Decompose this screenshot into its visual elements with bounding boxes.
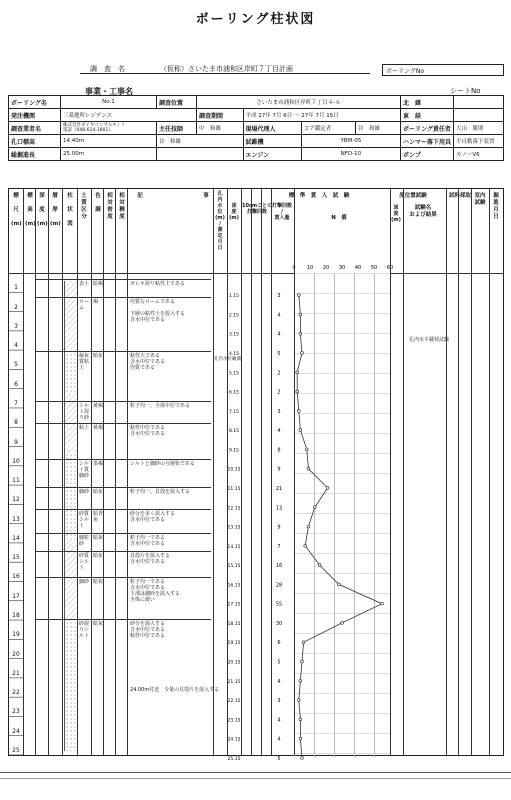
survey-name-value: （仮称）さいたま市浦和区岸町７丁目計画 (160, 65, 293, 73)
spt-n-value: 4 (277, 331, 281, 338)
column-divider (62, 189, 63, 755)
col-spt-blows: 10cmごとの 打撃回数 (242, 203, 273, 215)
n-value-point (337, 583, 340, 586)
core-label: コア鑑定者 (301, 122, 355, 135)
boring-log-table (8, 188, 504, 762)
spt-depth-value: 2.15 (228, 313, 240, 319)
col-spt-total: 打撃回数 / 貫入量 (271, 203, 292, 221)
spt-n-value: 9 (277, 524, 281, 531)
n-value-point (299, 679, 302, 682)
layer-color: 暗灰 (93, 579, 104, 585)
column-divider (48, 189, 49, 755)
spt-depth-value: 22.15 (227, 699, 241, 705)
water-note: 孔内水位観測 (214, 357, 241, 362)
latitude-label: 北 緯 (400, 96, 453, 109)
spt-depth-value: 10.15 (227, 467, 241, 473)
survey-location-label: 調査位置 (157, 96, 197, 109)
spt-depth-value: 4.15 (228, 352, 240, 358)
layer-description: 粘性大である 含水中位である 均質である (130, 353, 166, 371)
spt-depth-value: 20.15 (227, 660, 241, 666)
machine-label: 試錐機 (243, 135, 301, 148)
column-divider (127, 189, 128, 755)
layer-description: ガレキ混り粘性土である (130, 281, 186, 287)
n-value-point (326, 487, 329, 490)
col-color: 色 調 (95, 193, 101, 213)
layer-boundary (35, 619, 211, 620)
n-value-point (297, 409, 300, 412)
layer-description: 粒子均一である 含水中位である (130, 535, 166, 547)
n-axis-tick-label: 0 (292, 265, 296, 271)
layer-color: 黄褐 (93, 403, 104, 409)
column-divider (23, 189, 24, 755)
n-value-point (305, 448, 308, 451)
pump-value: カノーV6 (454, 148, 504, 161)
column-divider (446, 189, 447, 755)
layer-boundary (35, 509, 211, 510)
layer-color: 暗灰 (93, 621, 104, 627)
layer-boundary (35, 459, 211, 460)
spt-n-value: 4 (277, 312, 281, 319)
n-value-point (299, 313, 302, 316)
footer-rule (0, 772, 511, 773)
spt-depth-value: 1.15 (228, 294, 240, 300)
layer-soil-name: 粘土 (79, 425, 90, 431)
depth-label: 12 (12, 496, 20, 504)
column-divider (251, 189, 252, 755)
spt-n-value: 9 (277, 466, 281, 473)
layer-color: 茶褐 (93, 461, 104, 467)
engine-value: NFD-10 (301, 148, 400, 161)
header-blank-cell (157, 148, 244, 161)
n-value-point (318, 564, 321, 567)
spt-n-value: 4 (277, 678, 281, 685)
n-value-point (381, 602, 384, 605)
header-table (8, 95, 504, 161)
spt-depth-value: 9.15 (228, 448, 240, 454)
col-relative-density: 相 対 密 度 (107, 193, 113, 220)
longitude-label: 東 経 (400, 109, 453, 122)
column-divider (403, 189, 404, 755)
spt-n-value: 5 (277, 351, 281, 358)
spt-depth-value: 6.15 (228, 390, 240, 396)
depth-label: 23 (12, 708, 20, 716)
layer-color: 暗灰 (93, 553, 104, 559)
n-axis-tick-label: 30 (338, 265, 346, 271)
layer-soil-name: 細砂 (79, 489, 90, 495)
depth-label: 8 (14, 419, 18, 427)
elevation-value: 14.40m (61, 135, 157, 148)
column-divider (77, 189, 78, 755)
column-divider (91, 189, 92, 755)
col-thickness: 層 厚 (m) (50, 193, 61, 227)
spt-depth-value: 5.15 (228, 371, 240, 377)
spt-n-value: 3 (277, 408, 281, 415)
layer-soil-name: 砂質シルト (79, 511, 90, 529)
spt-n-value: 5 (277, 659, 281, 666)
column-divider (35, 189, 36, 755)
project-label: 事業・工事名 (85, 87, 133, 96)
layer-boundary (35, 577, 211, 578)
spt-n-value: 5 (277, 755, 281, 762)
layer-description: 砂分を多く混入する 含水中位である (130, 511, 176, 523)
spt-n-value: 6 (277, 640, 281, 647)
layer-description: 貝殻片を混入する 含水中位である (130, 553, 171, 565)
depth-label: 2 (14, 303, 18, 311)
column-divider (241, 189, 242, 755)
col-soil: 土 質 区 分 (81, 193, 87, 220)
contractor-label: 調査業者名 (9, 122, 61, 135)
column-divider (103, 189, 104, 755)
layer-boundary (35, 401, 211, 402)
n-axis-tick-label: 20 (322, 265, 330, 271)
n-value-point (302, 641, 305, 644)
depth-label: 15 (12, 554, 20, 562)
column-divider (390, 189, 391, 755)
n-value-point (304, 544, 307, 547)
client-label: 発注機関 (9, 109, 61, 122)
spt-depth-value: 14.15 (227, 544, 241, 550)
engine-label: エンジン (243, 148, 301, 161)
col-water-level: 孔 内 水 位 (m) / 測 定 月 日 (215, 191, 225, 251)
col-elevation: 標 高 (m) (25, 193, 36, 227)
layer-boundary (35, 423, 211, 424)
layer-color: 暗青灰 (93, 511, 104, 523)
core-value: 谷 和雄 (355, 122, 400, 135)
spt-depth-value: 12.15 (227, 506, 241, 512)
layer-color: 暗褐 (93, 281, 104, 287)
column-divider (271, 189, 272, 755)
depth-label: 25 (12, 747, 20, 754)
depth-label: 1 (14, 284, 18, 292)
layer-boundary (35, 351, 211, 352)
depth-label: 5 (14, 361, 18, 369)
depth-label: 6 (14, 380, 18, 388)
latitude-value (454, 96, 504, 109)
layer-boundary (35, 297, 211, 298)
col-sample: 試料採取 (449, 193, 472, 199)
layer-boundary (35, 551, 211, 552)
spt-n-value: 16 (275, 563, 283, 570)
n-value-point (307, 467, 310, 470)
column-divider (489, 189, 490, 755)
spt-n-value: 3 (277, 293, 281, 300)
depth-label: 4 (14, 342, 18, 350)
n-value-point (299, 718, 302, 721)
contractor-value (61, 122, 157, 135)
col-log: 柱 状 図 (67, 193, 73, 227)
col-insitu-name: 試験名 および結果 (409, 205, 437, 218)
site-note: 三菱地所レジデンス (61, 109, 197, 122)
col-insitu-depth: 深 度 (m) (391, 205, 401, 223)
n-value-point (307, 525, 310, 528)
contractor-name: 株式会社ダイヤコンサルタント (63, 123, 126, 128)
boring-leader-value: 大山 勝則 (454, 122, 504, 135)
survey-name-underline (80, 73, 370, 74)
layer-color: 褐 (93, 299, 99, 305)
spt-depth-value: 25.15 (227, 756, 241, 762)
col-description: 記 事 (137, 193, 209, 199)
layer-color: 暗灰 (93, 535, 104, 541)
layer-soil-name: シルト混り砂 (79, 403, 90, 421)
survey-name-label: 調 査 名 (90, 65, 125, 73)
n-value-point (341, 622, 344, 625)
survey-location-value: さいたま市浦和区岸町７丁目４-６ (197, 96, 401, 109)
column-divider (294, 189, 295, 755)
spt-n-value: 4 (277, 428, 281, 435)
layer-soil-name: 砂質シルト (79, 553, 90, 571)
boring-no-box (382, 64, 504, 76)
spt-n-value: 28 (275, 582, 283, 589)
spt-depth-value: 19.15 (227, 641, 241, 647)
column-divider (458, 189, 459, 755)
column-divider (115, 189, 116, 755)
insitu-note: 孔内水平載荷試験 (409, 337, 450, 343)
layer-boundary (35, 279, 211, 280)
col-consistency: 相 対 稠 度 (119, 193, 125, 220)
layer-soil-name: シルト質細砂 (79, 461, 90, 479)
site-agent-value: 谷 和雄 (157, 135, 244, 148)
spt-n-value: 4 (277, 736, 281, 743)
col-insitu: 原位置試験 (399, 193, 427, 199)
layer-color: 暗灰 (93, 353, 104, 359)
period-value: 平成 27年 7月 6日 ～ 27年 7月 15日 (243, 109, 400, 122)
depth-label: 16 (12, 573, 20, 581)
longitude-value (454, 109, 504, 122)
depth-label: 19 (12, 631, 20, 639)
col-excavation: 掘進月日 (493, 193, 499, 220)
layer-soil-name: 表土 (79, 281, 90, 287)
contractor-tel: 電話（048-614-1801） (63, 128, 113, 133)
n-value-point (299, 737, 302, 740)
layer-boundary (35, 487, 211, 488)
col-lab: 室内試験 (474, 193, 486, 206)
footer-rule-secondary (0, 778, 511, 779)
layer-description: 砂分を混入する 含水中位である 粘性中位である 24.00m付近 少量の貝殻片を混入する (130, 621, 220, 693)
depth-label: 3 (14, 322, 18, 330)
spt-n-value: 8 (277, 447, 281, 454)
column-divider (471, 189, 472, 755)
layer-soil-name: 凝灰質粘土 (79, 353, 90, 371)
spt-n-value: 13 (275, 505, 283, 512)
layer-soil-name: 砂混りシルト (79, 621, 90, 639)
spt-depth-value: 3.15 (228, 332, 240, 338)
column-divider (261, 189, 262, 755)
depth-label: 20 (12, 650, 20, 658)
layer-color: 暗灰 (93, 489, 104, 495)
column-divider (227, 189, 228, 755)
layer-description: 粒子均一である 含水中位である 下部は細砂を混入する 全体に緩い (130, 579, 181, 603)
boring-name-label: ボーリング名 (9, 96, 61, 109)
depth-label: 7 (14, 399, 18, 407)
spt-depth-value: 11.15 (227, 486, 241, 492)
n-value-point (299, 429, 302, 432)
n-axis-tick-label: 60 (386, 265, 394, 271)
col-scale: 標 尺 (m) (11, 193, 22, 227)
spt-n-value: 7 (277, 543, 281, 550)
depth-label: 21 (12, 669, 20, 677)
n-axis-tick-label: 50 (370, 265, 378, 271)
depth-label: 18 (12, 612, 20, 620)
spt-n-value: 3 (277, 698, 281, 705)
depth-label: 24 (12, 727, 20, 735)
layer-soil-name: 細粒砂 (79, 535, 90, 547)
total-depth-label: 総掘進長 (9, 148, 61, 161)
n-value-point (301, 660, 304, 663)
layer-description: 粒子均一。全体中位である (130, 403, 191, 409)
site-agent-label: 現場代理人 (243, 122, 301, 135)
page-title: ボーリング柱状図 (195, 12, 316, 27)
layer-description: 均質なロームである 下層の粘性土を混入する 含水中位である (130, 299, 186, 323)
boring-name-value: No.1 (61, 96, 157, 109)
col-n-value: N 値 (331, 215, 347, 221)
depth-label: 10 (12, 457, 20, 465)
layer-soil-name: ローム (79, 299, 90, 311)
spt-n-value: 4 (277, 717, 281, 724)
machine-value: YBM-05 (301, 135, 400, 148)
depth-label: 13 (12, 515, 20, 523)
layer-description: シルトと細砂の互層状である (130, 461, 195, 467)
depth-label: 14 (12, 534, 20, 542)
depth-label: 9 (14, 438, 18, 446)
depth-label: 11 (12, 477, 20, 485)
period-label: 調査期間 (197, 109, 244, 122)
engineer-label: 主任技師 (157, 122, 197, 135)
spt-depth-value: 17.15 (227, 602, 241, 608)
n-value-point (313, 506, 316, 509)
spt-n-value: 2 (277, 389, 281, 396)
col-spt-depth: 深 度 (m) (229, 203, 239, 221)
pump-label: ポンプ (400, 148, 453, 161)
spt-depth-value: 15.15 (227, 564, 241, 570)
spt-n-value: 55 (275, 601, 283, 608)
n-value-point (301, 352, 304, 355)
spt-depth-value: 8.15 (228, 429, 240, 435)
n-axis-tick-label: 40 (354, 265, 362, 271)
layer-description: 粘性中位である 含水中位である (130, 425, 166, 437)
total-depth-value: 25.00m (61, 148, 157, 161)
spt-depth-value: 16.15 (227, 583, 241, 589)
layer-description: 粒子均一。貝殻を混入する (130, 489, 191, 495)
layer-color: 黄褐 (93, 425, 104, 431)
spt-depth-value: 18.15 (227, 621, 241, 627)
spt-depth-value: 21.15 (227, 679, 241, 685)
n-axis-tick-label: 10 (306, 265, 314, 271)
n-value-point (301, 756, 304, 759)
spt-depth-value: 24.15 (227, 737, 241, 743)
boring-no-box-label: ボーリングNo (386, 68, 425, 75)
spt-n-value: 21 (275, 485, 283, 492)
spt-n-value: 30 (275, 620, 283, 627)
engineer-value: 中 和雄 (197, 122, 244, 135)
depth-label: 22 (12, 689, 20, 697)
layer-boundary (35, 533, 211, 534)
spt-depth-value: 23.15 (227, 718, 241, 724)
spt-depth-value: 7.15 (228, 409, 240, 415)
n-value-point (296, 371, 299, 374)
sheet-label: シートNo (450, 87, 481, 95)
n-value-point (299, 332, 302, 335)
hammer-value: 半自動落下装置 (454, 135, 504, 148)
layer-soil-name: 細砂 (79, 579, 90, 585)
col-spt-title: 標 準 貫 入 試 験 (288, 193, 350, 199)
hammer-label: ハンマー落下用具 (400, 135, 453, 148)
elevation-label: 孔口標高 (9, 135, 61, 148)
n-value-point (296, 390, 299, 393)
n-value-point (297, 294, 300, 297)
spt-depth-value: 13.15 (227, 525, 241, 531)
n-value-point (297, 699, 300, 702)
spt-n-value: 2 (277, 370, 281, 377)
depth-label: 17 (12, 592, 20, 600)
boring-leader-label: ボーリング責任者 (400, 122, 453, 135)
col-layer-depth: 深 度 (m) (37, 193, 48, 227)
